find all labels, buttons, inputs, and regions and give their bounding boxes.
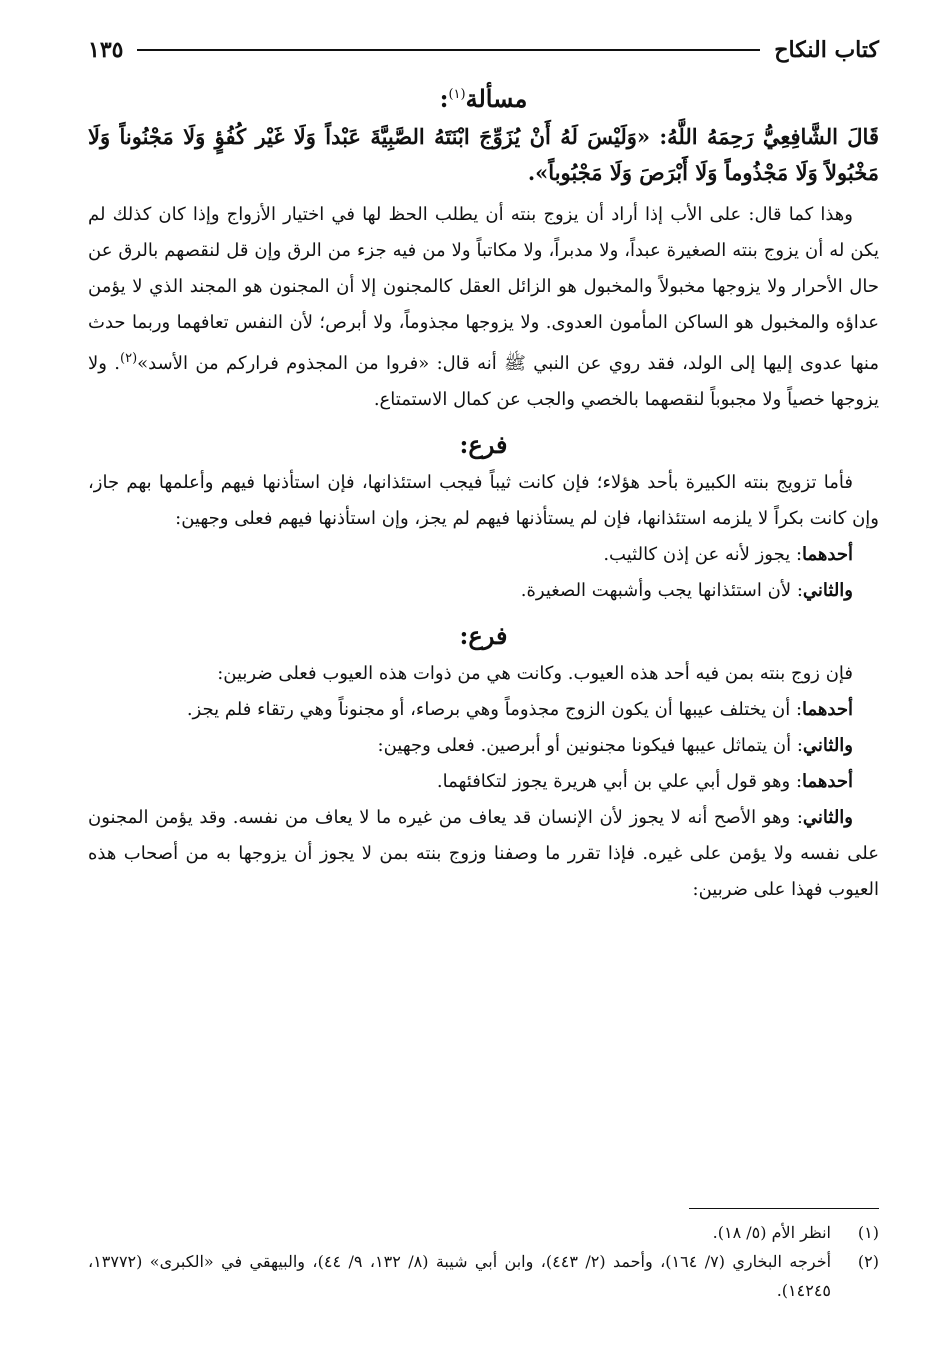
- far-2-paragraph: فإن زوج بنته بمن فيه أحد هذه العيوب. وكانت هي من ذوات هذه العيوب فعلى ضربين:: [217, 663, 853, 684]
- footnote-separator: [689, 1208, 879, 1209]
- footnotes: [88, 1218, 879, 1305]
- running-title: كتاب النكاح: [774, 37, 879, 63]
- case-text: : أن يختلف عيبها أن يكون الزوج مجذوماً وهي برصاء، أو مجنوناً وهي رتقاء فلم يجز.: [186, 699, 803, 720]
- section-heading-masala: [88, 84, 879, 113]
- section-heading-text: مسألة: [465, 84, 528, 113]
- far-1-paragraph: فأما تزويج بنته الكبيرة بأحد هؤلاء؛ فإن كانت ثيباً فيجب استئذانها، فإن استأذنها فيهم وأعلمها بهم جاز، وإن كانت بكراً لا يلزمه استئذانها، فإن لم يستأذنها فيهم لم يجز، وإن استأذنها فيهم فعلى وجهين:: [88, 472, 879, 529]
- footnote-ref-1: (١): [448, 87, 466, 102]
- opinion-lead: أحدهما: [802, 771, 853, 792]
- far-1-opinion-2: [88, 573, 879, 609]
- header-rule: [137, 49, 760, 51]
- opinion-lead: والثاني: [802, 807, 853, 828]
- case-text: : أن يتماثل عيبها فيكونا مجنونين أو أبرصين. فعلى وجهين:: [377, 735, 803, 756]
- footnote-number: (١): [857, 1223, 879, 1242]
- footnote-number: (٢): [857, 1252, 879, 1271]
- footnote-2: [88, 1247, 879, 1305]
- case-lead: أحدهما: [802, 699, 853, 720]
- commentary-paragraph: [88, 197, 879, 418]
- footnote-1: [88, 1218, 879, 1247]
- section-heading-far-1: فرع:: [459, 430, 508, 459]
- section-heading-colon: :: [439, 84, 449, 113]
- far-2-case-1: [88, 692, 879, 728]
- opinion-text: : وهو قول أبي علي بن أبي هريرة يجوز لتكافئهما.: [436, 771, 803, 792]
- far-2-opinion-1: [88, 764, 879, 800]
- shafii-quote: قَالَ الشَّافِعِيُّ رَحِمَهُ اللَّهُ: «وَلَيْسَ لَهُ أَنْ يُزَوِّجَ ابْنَتَهُ الصَّبِيَّةَ عَبْداً وَلَا غَيْر كُفُؤٍ وَلَا مَجْنُوناً وَلَا مَخْبُولاً وَلَا مَجْذُوماً وَلَا أَبْرَصَ وَلَا مَجْبُوباً».: [88, 124, 879, 185]
- footnote-text: انظر الأم (٥/ ١٨).: [712, 1223, 831, 1242]
- section-heading-far-2: فرع:: [459, 621, 508, 650]
- footnote-text: أخرجه البخاري (٧/ ١٦٤)، وأحمد (٢/ ٤٤٣)، وابن أبي شيبة (٨/ ١٣٢، ٩/ ٤٤)، والبيهقي في «الكبرى» (١٣٧٧٢، ١٤٢٤٥).: [88, 1252, 832, 1300]
- far-1-opinion-1: [88, 537, 879, 573]
- far-2-case-2: [88, 728, 879, 764]
- commentary-text-end: . ولا يزوجها خصياً ولا مجبوباً لنقصهما بالخصي والجب عن كمال الاستمتاع.: [88, 353, 879, 410]
- page-number: ١٣٥: [88, 37, 124, 63]
- running-header: [88, 28, 879, 72]
- opinion-lead: والثاني: [802, 580, 853, 601]
- opinion-text: : لأن استئذانها يجب وأشبهت الصغيرة.: [520, 580, 803, 601]
- opinion-text: : وهو الأصح أنه لا يجوز لأن الإنسان قد يعاف من غيره ما لا يعاف من نفسه. وقد يؤمن المجنون على نفسه ولا يؤمن على غيره. فإذا تقرر ما وصفنا وزوج بنته بمن لا يجوز أن يزوجها به من أصحاب هذه العيوب فهذا على ضربين:: [88, 807, 879, 900]
- footnote-ref-2: (٢): [120, 351, 138, 366]
- opinion-lead: أحدهما: [802, 544, 853, 565]
- far-2-opinion-2: [88, 800, 879, 908]
- opinion-text: : يجوز لأنه عن إذن كالثيب.: [603, 544, 803, 565]
- commentary-text-start: وهذا كما قال: على الأب إذا أراد أن يزوج بنته أن يطلب الحظ لها في اختيار الأزواج وإذا كان كذلك لم يكن له أن يزوج بنته الصغيرة عبداً، ولا مدبراً، ولا مكاتباً ولا من فيه جزء من الرق وإن قل لنقصهم بالرق عن حال الأحرار ولا يزوجها مخبولاً والمخبول هو الزائل العقل كالمجنون إلا أن المجنون هو المجند الذي لا يؤمن عداؤه والمخبول هو الساكن المأمون العدوى. ولا يزوجها مجذوماً، ولا أبرص؛ لأن النفس تعافهما وربما حدث منها عدوى إليها إلى الولد، فقد روي عن النبي ﷺ أنه قال: «فروا من المجذوم فراركم من الأسد»: [88, 204, 879, 374]
- case-lead: والثاني: [802, 735, 853, 756]
